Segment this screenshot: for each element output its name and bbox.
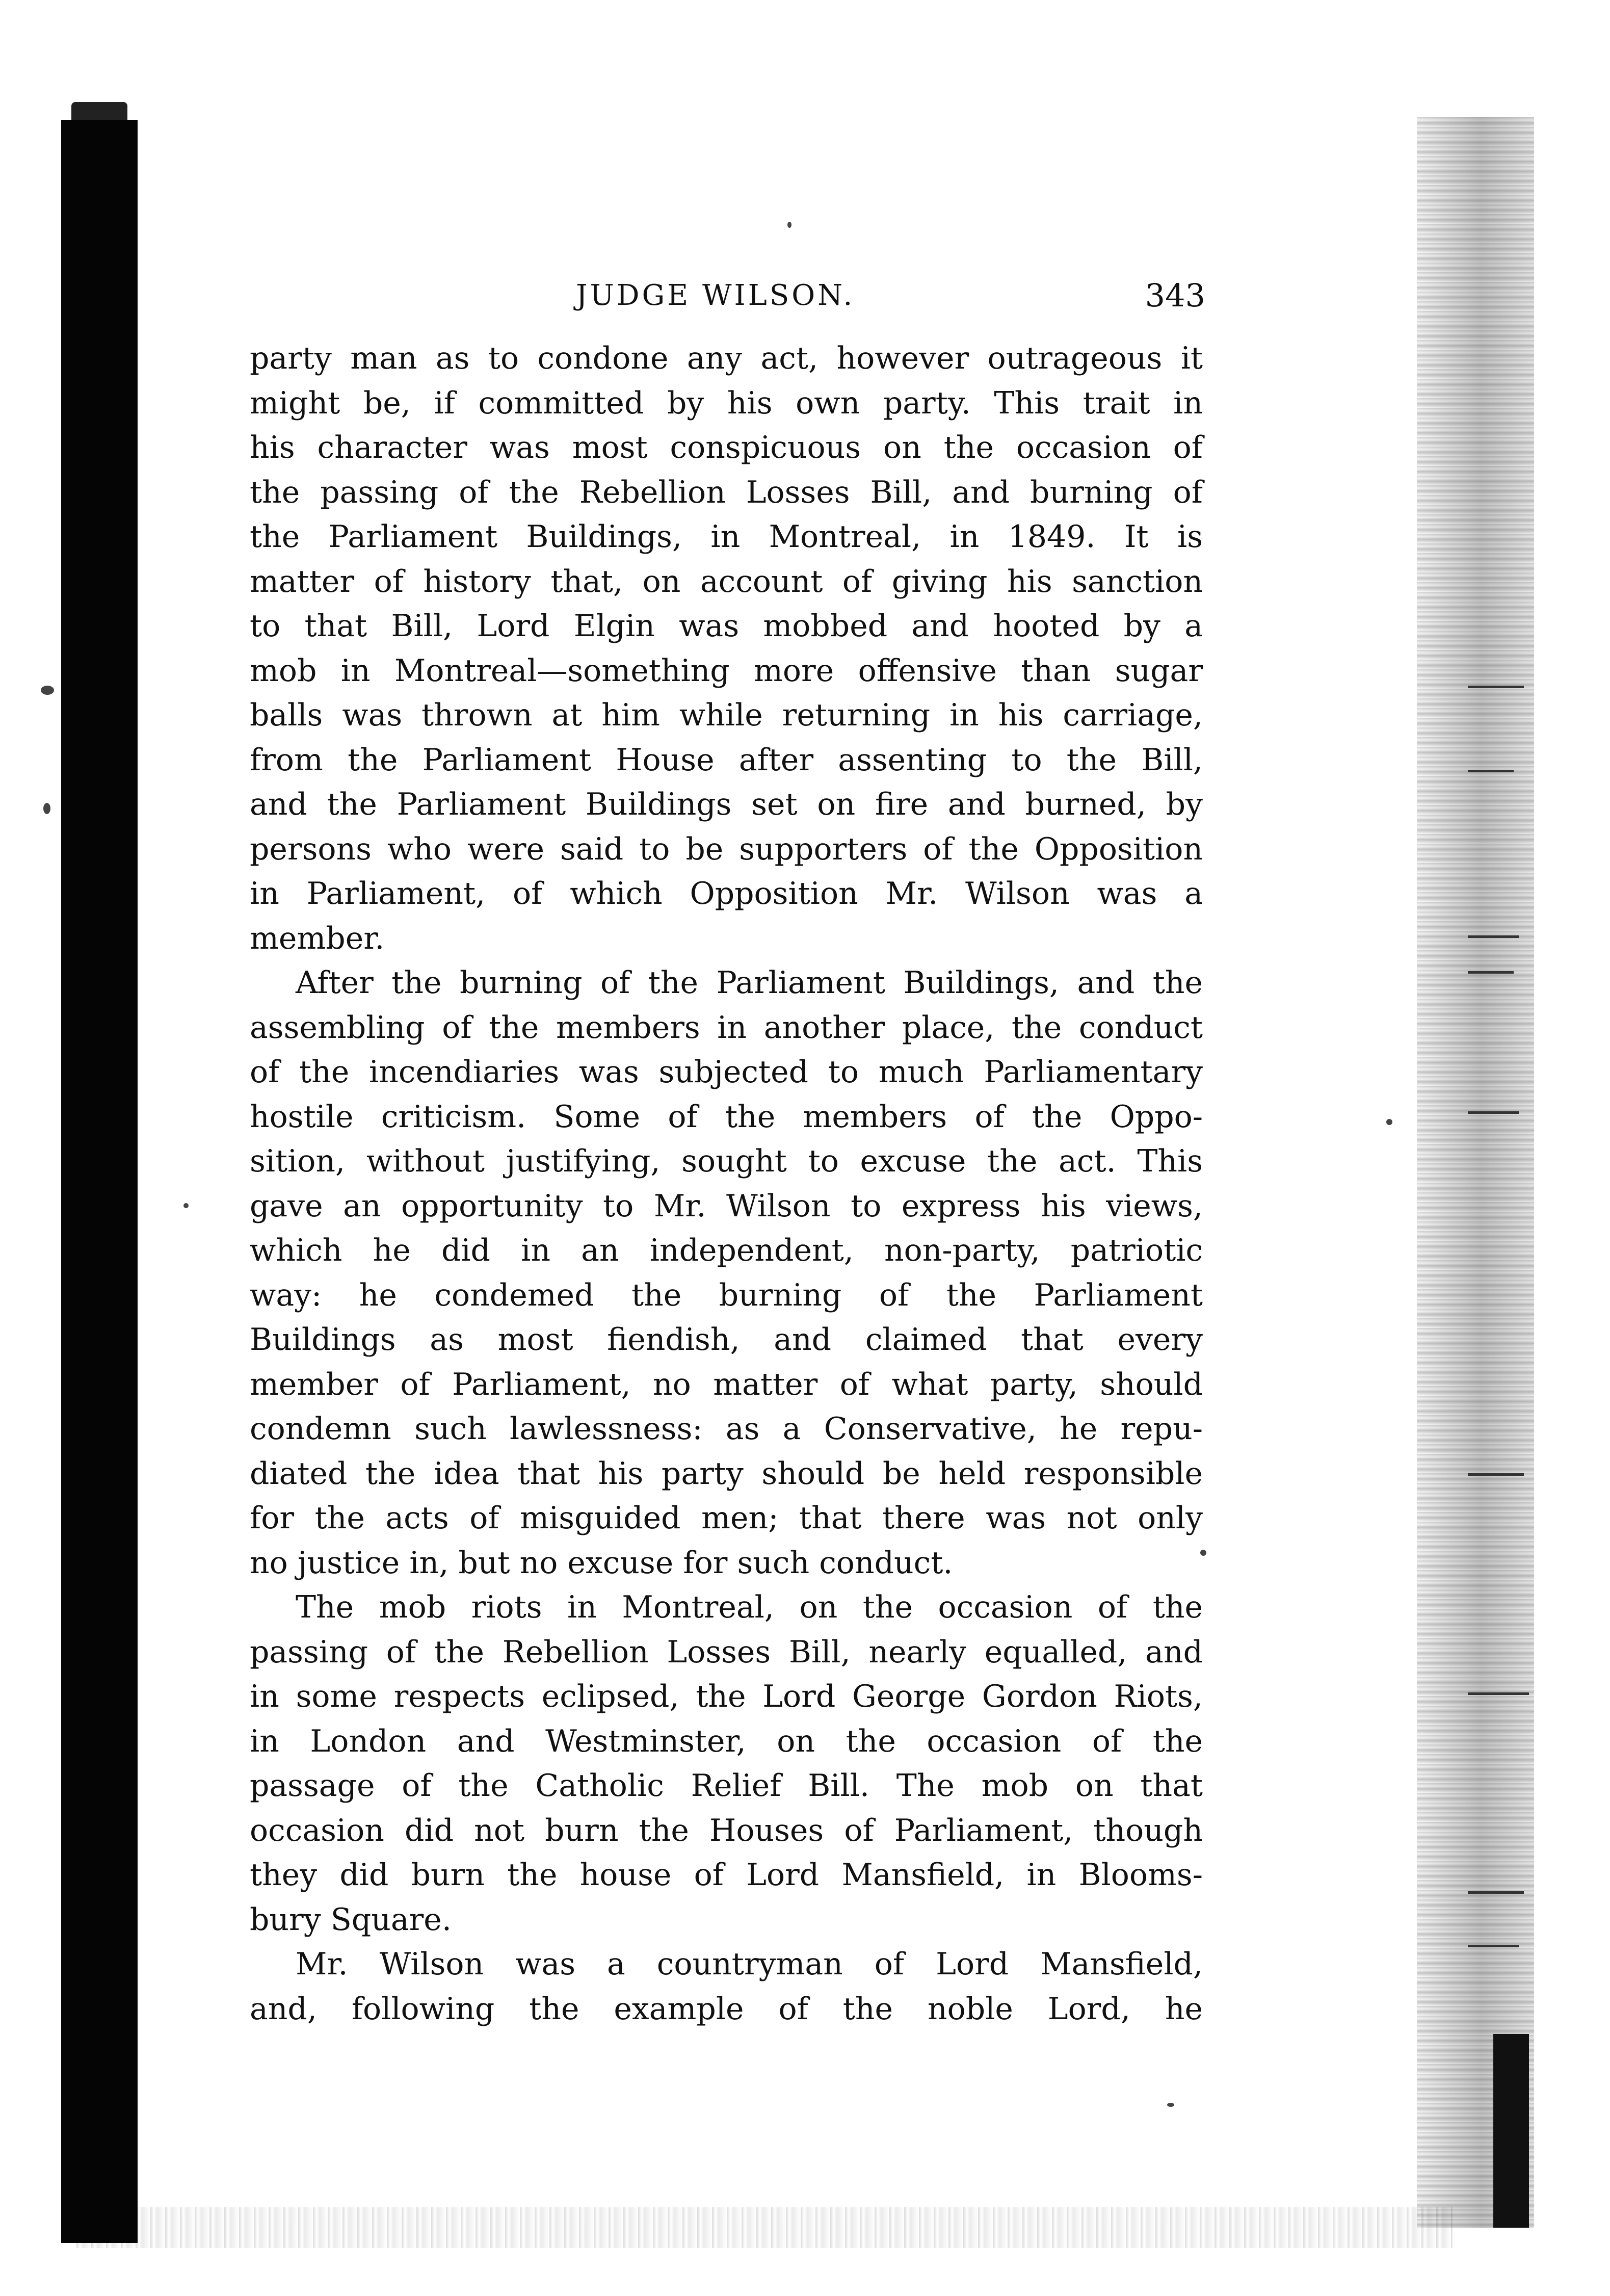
- text-line: in some respects eclipsed, the Lord George Gordon Riots,: [250, 1679, 1203, 1714]
- text-line: from the Parliament House after assenting to the Bill,: [250, 742, 1203, 778]
- text-line: diated the idea that his party should be held responsible: [250, 1455, 1203, 1492]
- scan-edge-mark: [1468, 770, 1514, 772]
- text-line: balls was thrown at him while returning in his carriage,: [250, 697, 1203, 733]
- scan-edge-mark: [1468, 1692, 1529, 1695]
- text-line: way: he condemed the burning of the Parliament: [250, 1277, 1203, 1313]
- scan-edge-mark: [1468, 1891, 1524, 1894]
- text-line: persons who were said to be supporters of the Opposition: [250, 831, 1203, 867]
- text-line: they did burn the house of Lord Mansfield, in Blooms-: [250, 1857, 1203, 1893]
- text-line: to that Bill, Lord Elgin was mobbed and hooted by a: [250, 608, 1203, 644]
- text-line: the Parliament Buildings, in Montreal, in 1849. It is: [250, 519, 1203, 555]
- text-line: passing of the Rebellion Losses Bill, nearly equalled, and: [250, 1634, 1203, 1670]
- text-line: for the acts of misguided men; that there was not only: [250, 1500, 1203, 1536]
- scan-page-edge-dark: [1493, 2034, 1529, 2228]
- text-line: party man as to condone any act, however outrageous it: [250, 341, 1203, 376]
- scan-edge-mark: [1468, 1945, 1519, 1947]
- text-line: member of Parliament, no matter of what party, should: [250, 1366, 1203, 1402]
- text-line: which he did in an independent, non-party, patriotic: [250, 1233, 1203, 1268]
- text-line: and the Parliament Buildings set on fire and burned, by: [250, 787, 1203, 822]
- page-number: 343: [1145, 277, 1205, 314]
- scan-edge-mark: [1468, 1473, 1524, 1476]
- text-line: of the incendiaries was subjected to much Parliamentary: [250, 1054, 1203, 1090]
- text-line: mob in Montreal—something more offensive than sugar: [250, 653, 1203, 689]
- scan-speck: [1386, 1119, 1392, 1125]
- scan-speck: [1167, 2103, 1174, 2107]
- text-line: Mr. Wilson was a countryman of Lord Mansfield,: [296, 1946, 1203, 1982]
- text-line: bury Square.: [250, 1901, 452, 1938]
- text-line: assembling of the members in another place, the conduct: [250, 1009, 1203, 1046]
- text-line: might be, if committed by his own party. This trait in: [250, 385, 1203, 421]
- text-line: passage of the Catholic Relief Bill. The mob on that: [250, 1768, 1203, 1804]
- scan-edge-mark: [1468, 1111, 1519, 1114]
- scan-speck: [43, 803, 50, 814]
- text-body: [250, 336, 1203, 2031]
- text-line: condemn such lawlessness: as a Conservative, he repu-: [250, 1411, 1203, 1447]
- scan-speck: [183, 1203, 189, 1208]
- scan-edge-mark: [1468, 686, 1524, 688]
- scan-speck: [41, 686, 54, 695]
- text-line: occasion did not burn the Houses of Parliament, though: [250, 1812, 1203, 1848]
- text-line: hostile criticism. Some of the members of the Oppo-: [250, 1099, 1203, 1135]
- text-line: in Parliament, of which Opposition Mr. Wilson was a: [250, 876, 1203, 911]
- text-line: sition, without justifying, sought to excuse the act. This: [250, 1143, 1203, 1179]
- running-title: JUDGE WILSON.: [576, 279, 855, 312]
- running-head: [257, 273, 1205, 319]
- scan-page-edge: [1417, 117, 1534, 2228]
- text-line: in London and Westminster, on the occasion of the: [250, 1723, 1203, 1759]
- text-line: The mob riots in Montreal, on the occasion of the: [296, 1589, 1203, 1625]
- scan-binding-shadow: [61, 120, 138, 2243]
- text-line: After the burning of the Parliament Buildings, and the: [296, 965, 1203, 1001]
- text-line: his character was most conspicuous on the occasion of: [250, 430, 1203, 465]
- text-line: gave an opportunity to Mr. Wilson to express his views,: [250, 1188, 1203, 1224]
- text-line: the passing of the Rebellion Losses Bill, and burning of: [250, 474, 1203, 510]
- scan-bottom-noise: [76, 2207, 1453, 2248]
- text-line: no justice in, but no excuse for such conduct.: [250, 1545, 953, 1581]
- text-line: Buildings as most fiendish, and claimed that every: [250, 1322, 1203, 1358]
- text-line: and, following the example of the noble Lord, he: [250, 1991, 1203, 2027]
- scan-edge-mark: [1468, 971, 1514, 974]
- text-line: member.: [250, 920, 385, 956]
- scan-speck: [787, 222, 791, 228]
- scan-edge-mark: [1468, 935, 1519, 938]
- text-line: matter of history that, on account of giving his sanction: [250, 563, 1203, 599]
